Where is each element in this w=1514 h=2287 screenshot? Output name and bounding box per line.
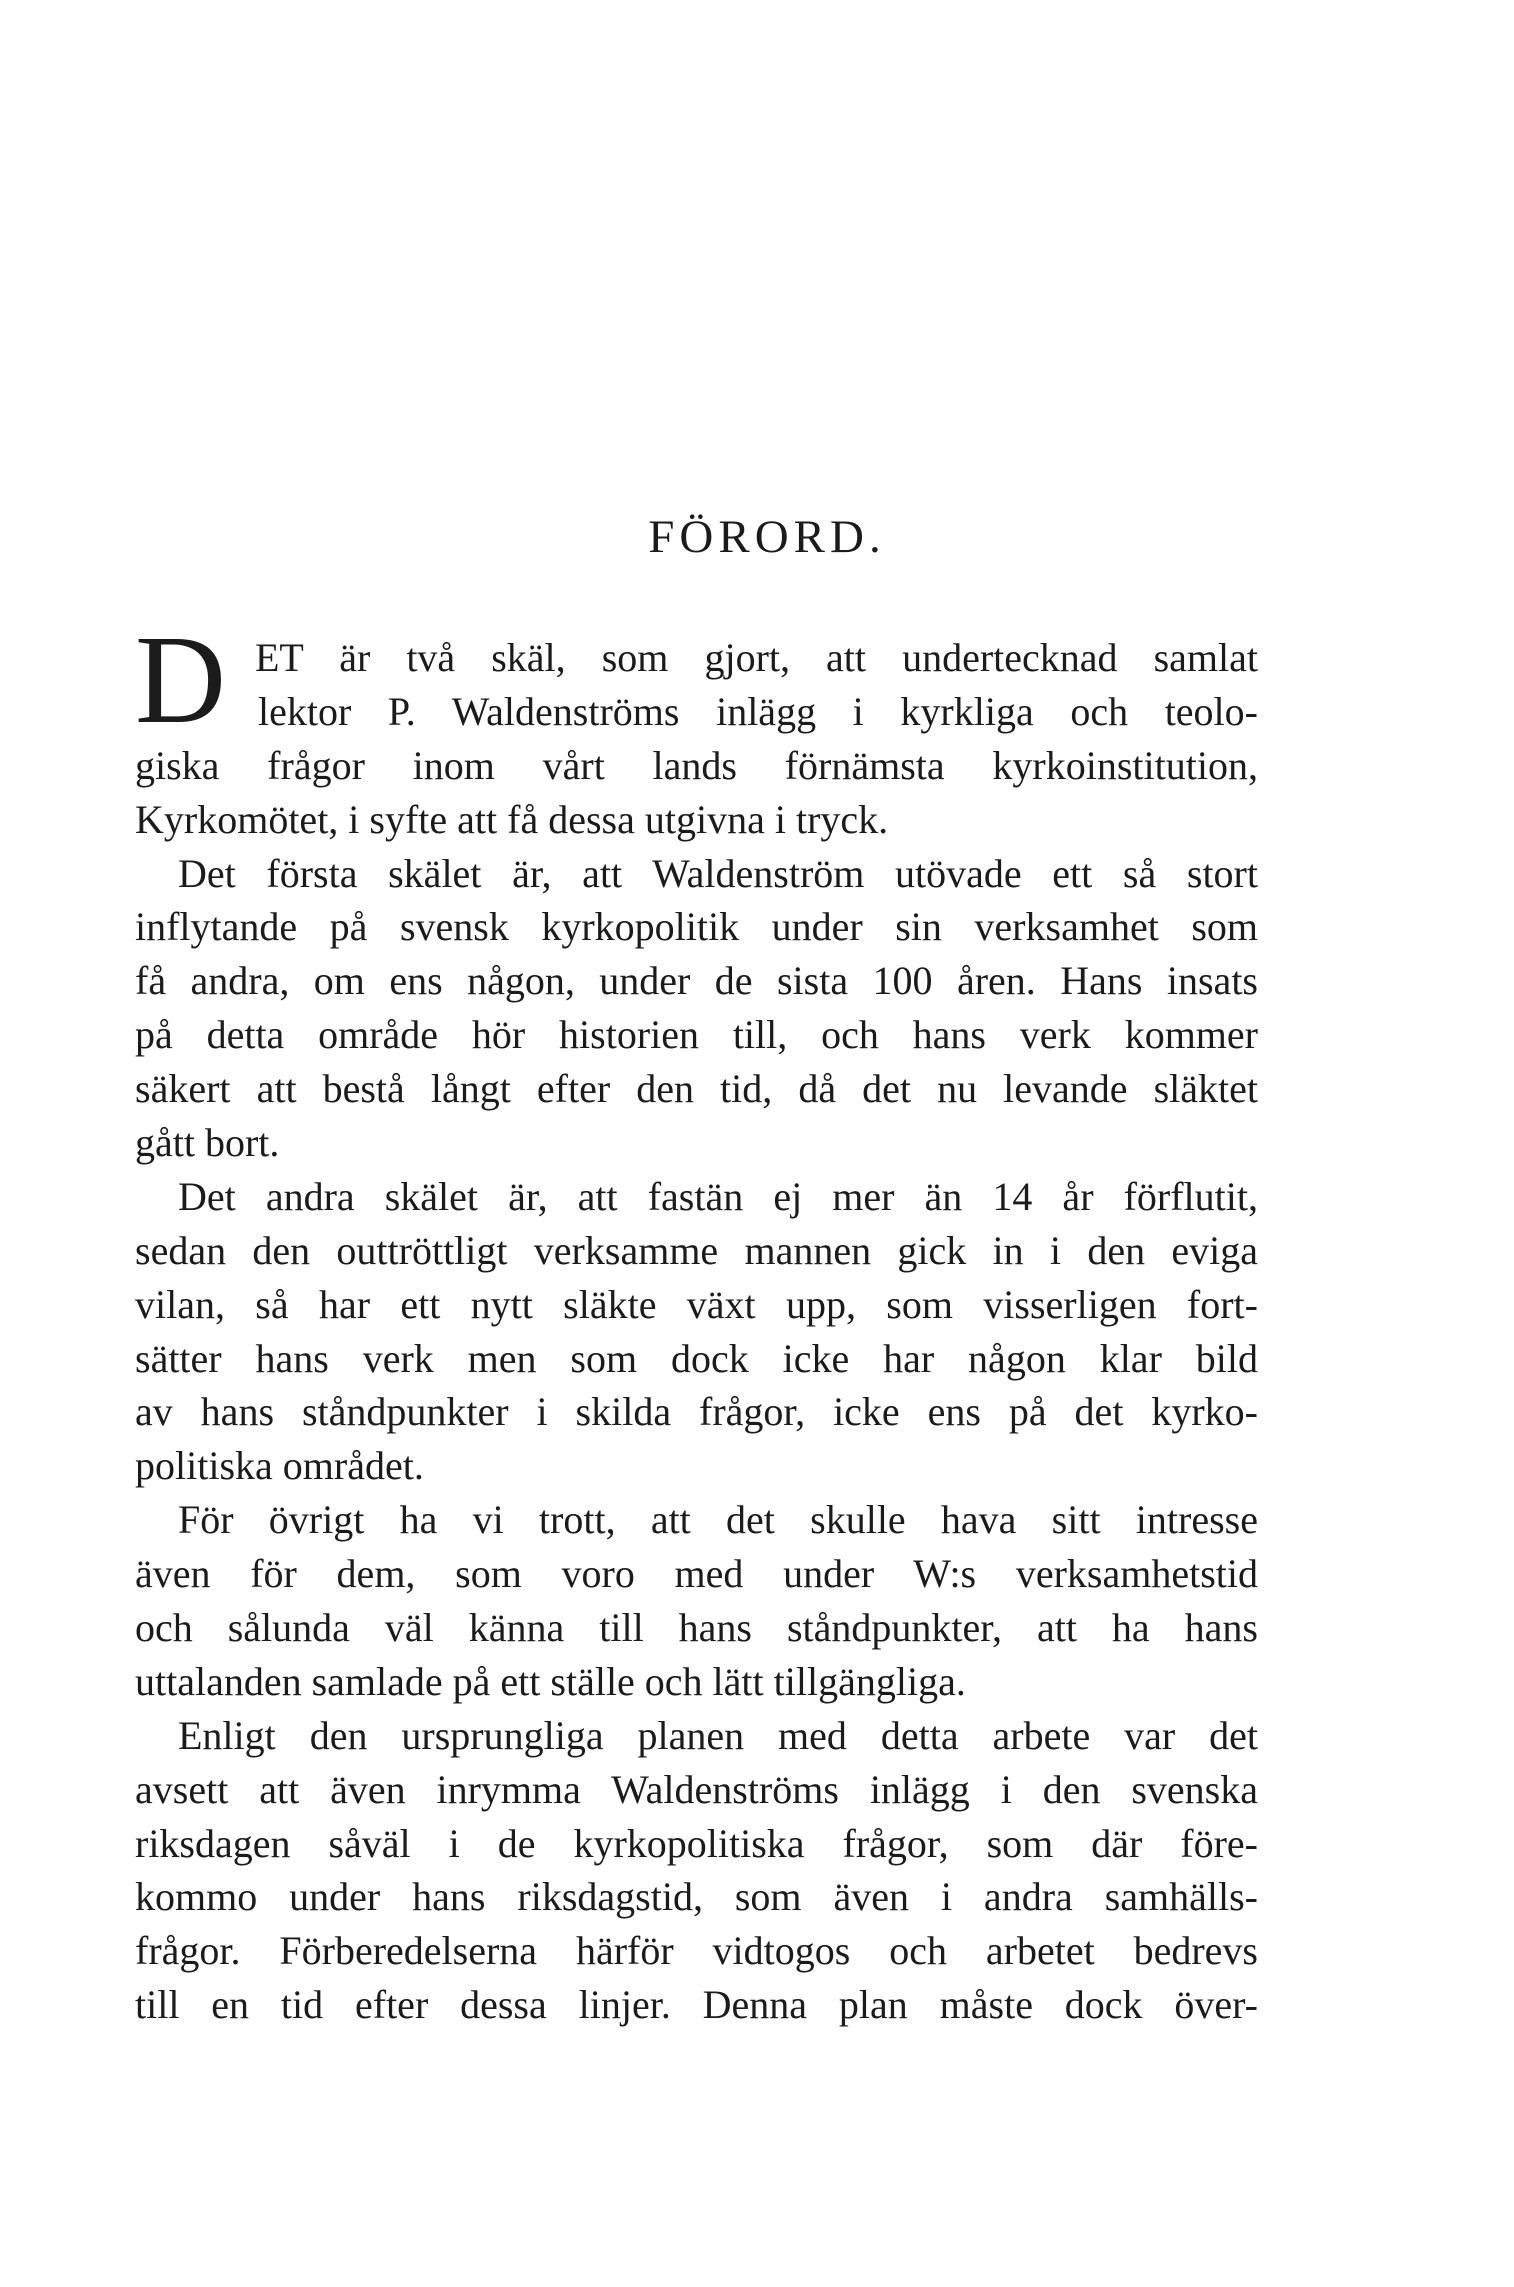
text-line: säkert att bestå långt efter den tid, då det nu levande släktet [135,1066,1258,1112]
text-line: Det andra skälet är, att fastän ej mer än 14 år förflutit, [178,1173,1258,1219]
text-line: och sålunda väl känna till hans ståndpunkter, att ha hans [135,1605,1258,1651]
text-line: även för dem, som voro med under W:s verksamhetstid [135,1551,1258,1597]
text-line: uttalanden samlade på ett ställe och lätt tillgängliga. [135,1658,966,1704]
text-line: politiska området. [135,1443,424,1489]
text-line: få andra, om ens någon, under de sista 100 åren. Hans insats [135,958,1258,1004]
text-line: Enligt den ursprungliga planen med detta arbete var det [178,1712,1258,1758]
text-line: sedan den outtröttligt verksamme mannen gick in i den eviga [135,1227,1258,1273]
text-line: Kyrkomötet, i syfte att få dessa utgivna i tryck. [135,796,889,842]
text-line: lektor P. Waldenströms inlägg i kyrkliga och teolo- [258,688,1258,734]
page-title: FÖRORD. [648,511,886,563]
text-line: inflytande på svensk kyrkopolitik under sin verksamhet som [135,904,1258,950]
preface-body [135,631,1258,2032]
text-line: sätter hans verk men som dock icke har någon klar bild [135,1335,1258,1381]
text-line: avsett att även inrymma Waldenströms inlägg i den svenska [135,1766,1258,1812]
text-line: frågor. Förberedelserna härför vidtogos och arbetet bedrevs [135,1928,1258,1974]
text-line: till en tid efter dessa linjer. Denna plan måste dock över- [135,1982,1258,2028]
text-line: För övrigt ha vi trott, att det skulle hava sitt intresse [178,1497,1258,1543]
text-line: kommo under hans riksdagstid, som även i andra samhälls- [135,1874,1258,1920]
text-line: Det första skälet är, att Waldenström utövade ett så stort [178,850,1258,896]
text-line: giska frågor inom vårt lands förnämsta kyrkoinstitution, [135,742,1258,788]
text-line: vilan, så har ett nytt släkte växt upp, som visserligen fort- [135,1281,1258,1327]
text-line: av hans ståndpunkter i skilda frågor, icke ens på det kyrko- [135,1389,1258,1435]
text-line: riksdagen såväl i de kyrkopolitiska frågor, som där före- [135,1820,1258,1866]
text-line: ET är två skäl, som gjort, att undertecknad samlat [255,635,1258,680]
drop-cap-letter: D [135,611,226,750]
text-line: på detta område hör historien till, och hans verk kommer [135,1012,1258,1058]
text-line: gått bort. [135,1120,280,1166]
